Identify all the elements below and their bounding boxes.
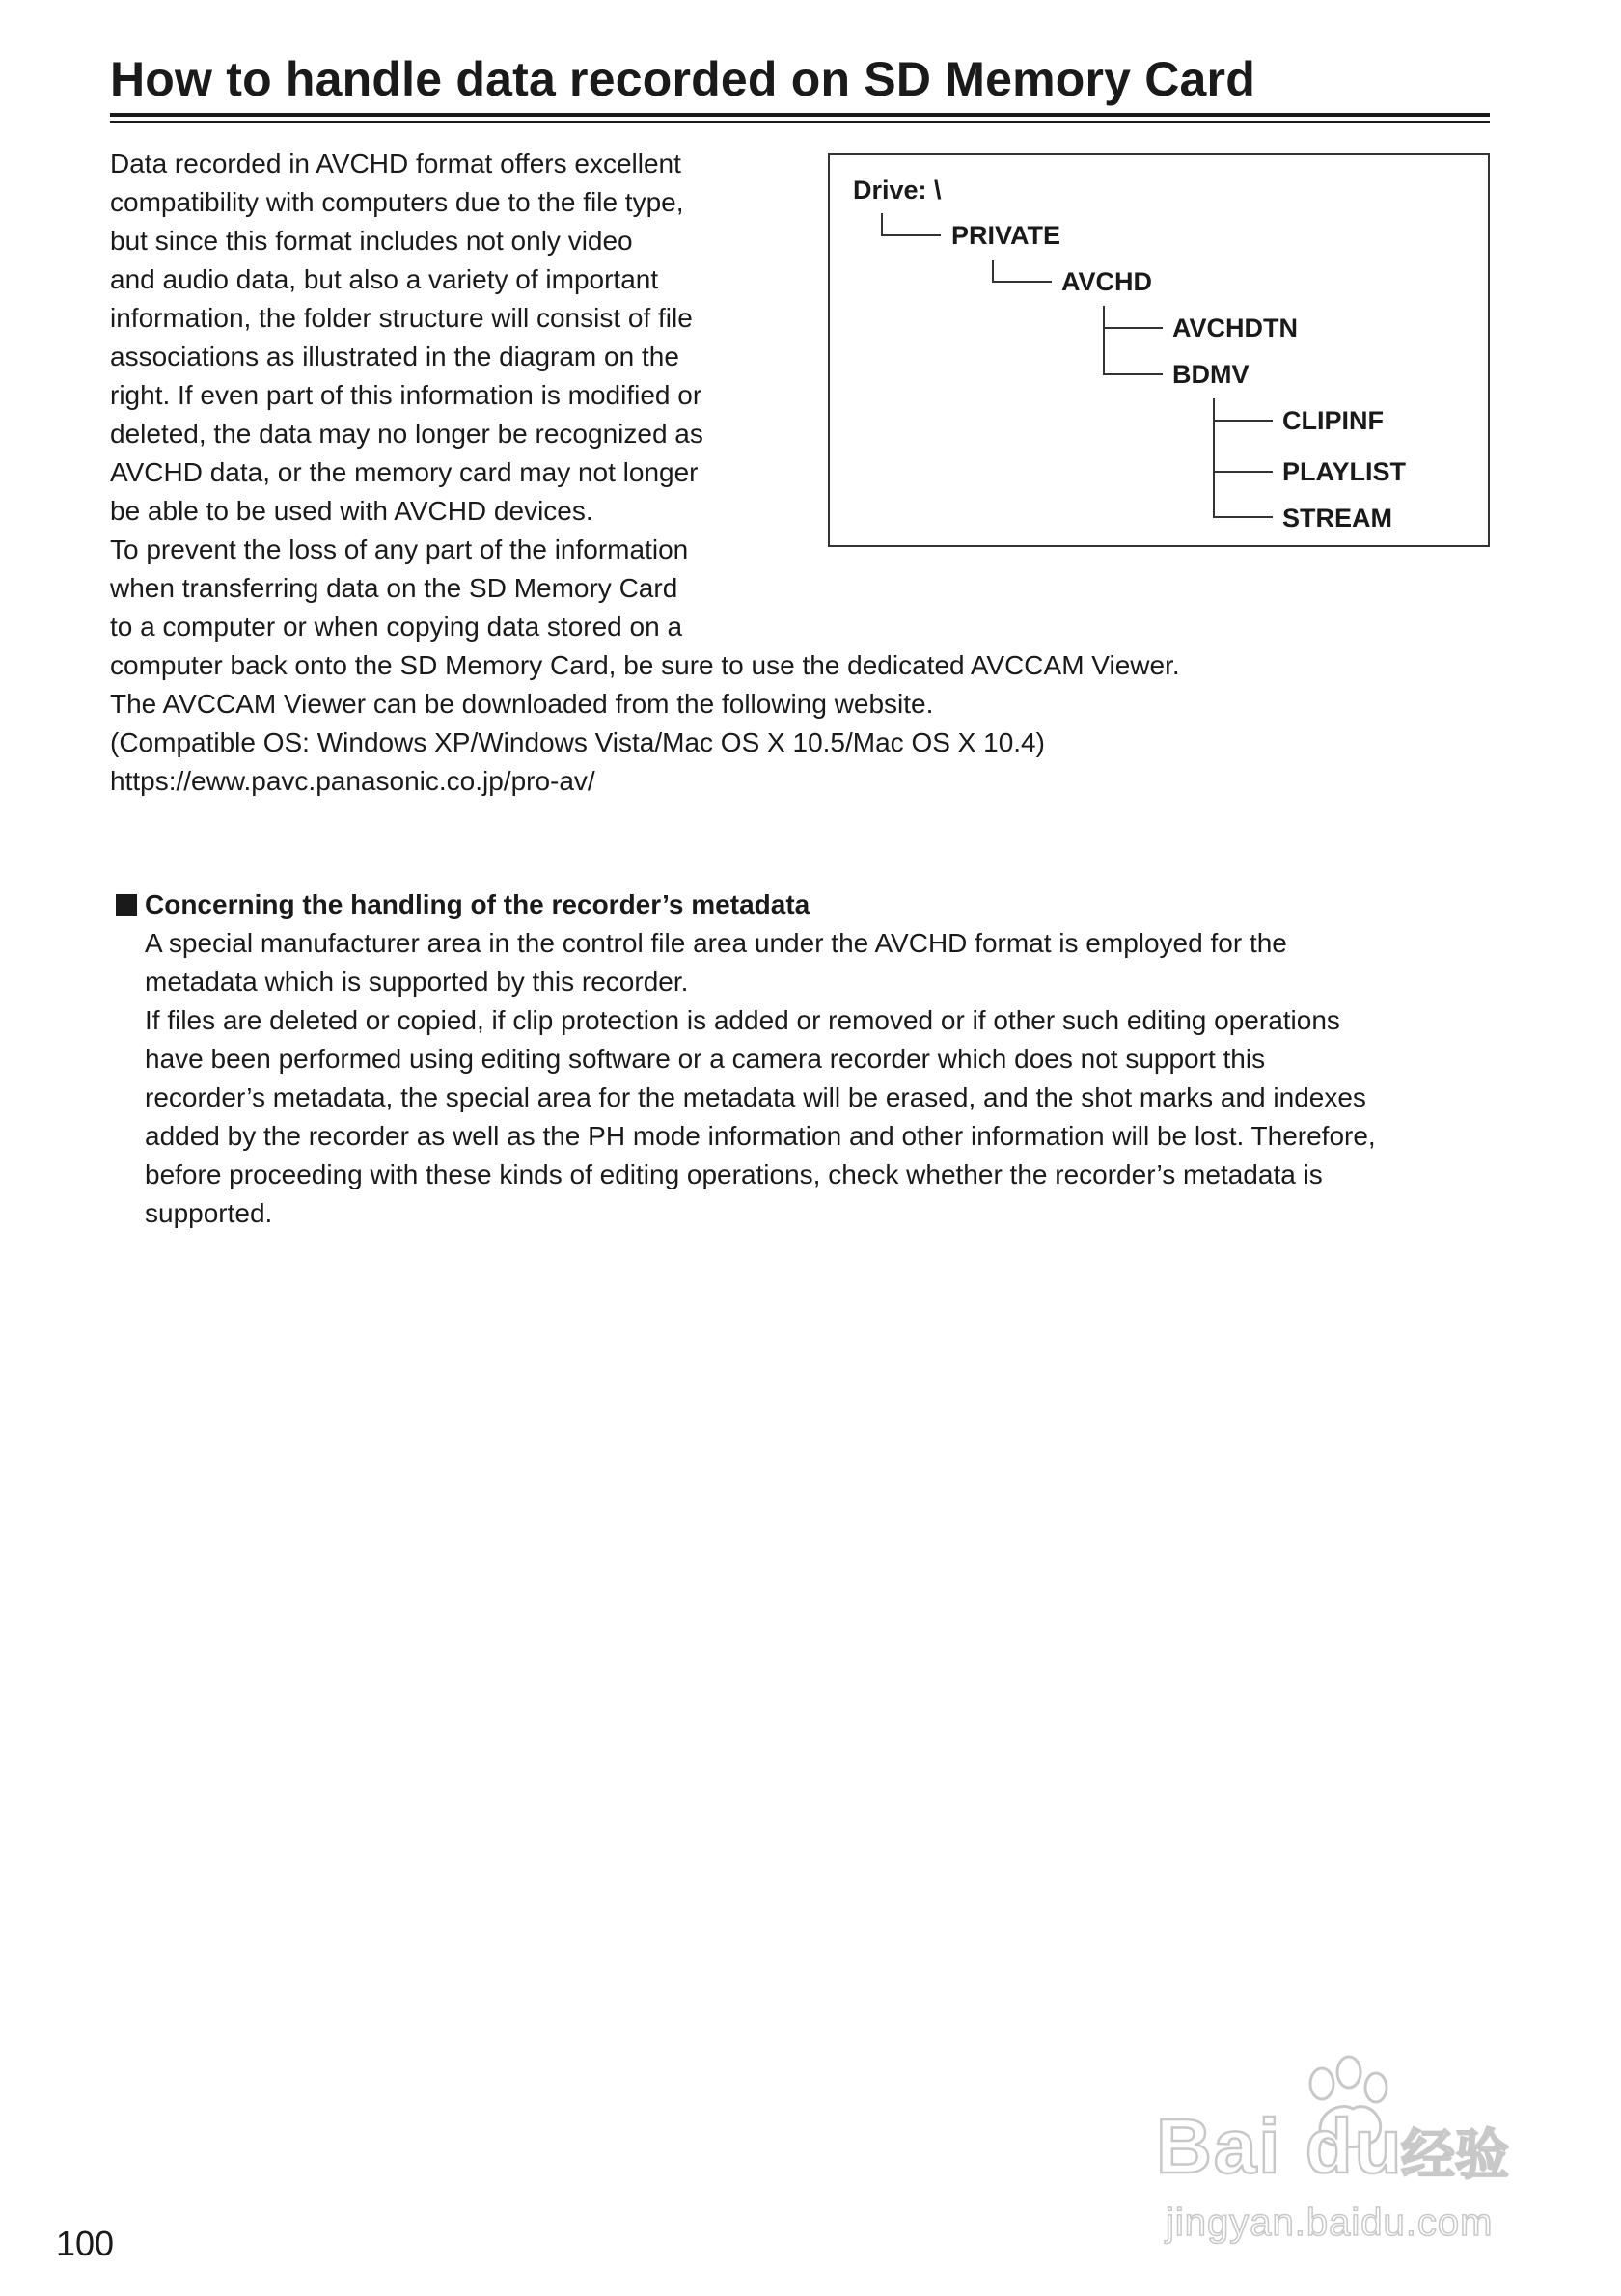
baidu-watermark: [1148, 2055, 1553, 2257]
intro-line: to a computer or when copying data stored on a: [110, 612, 683, 642]
intro-line: associations as illustrated in the diagram on the: [110, 342, 679, 371]
page-number: 100: [56, 2224, 115, 2263]
page-title: How to handle data recorded on SD Memory Card: [110, 52, 1255, 106]
tree-node-clipinf: CLIPINF: [1282, 406, 1384, 435]
section-line: have been performed using editing software or a camera recorder which does not support this: [145, 1044, 1266, 1074]
tree-node-private: PRIVATE: [951, 221, 1061, 250]
folder-tree-diagram: [828, 153, 1490, 547]
intro-line: AVCHD data, or the memory card may not longer: [110, 457, 699, 487]
title-rule-thick: [110, 113, 1490, 117]
section-heading: [116, 886, 1505, 924]
tree-node-playlist: PLAYLIST: [1282, 457, 1407, 486]
tree-node-avchd: AVCHD: [1061, 267, 1152, 296]
intro-line: Data recorded in AVCHD format offers excellent: [110, 149, 681, 178]
intro-line: be able to be used with AVCHD devices.: [110, 496, 593, 526]
intro-line: right. If even part of this information is modified or: [110, 380, 702, 410]
section-body: [116, 924, 1505, 1233]
intro-line: and audio data, but also a variety of important: [110, 264, 659, 294]
section-line: metadata which is supported by this recorder.: [145, 967, 689, 997]
watermark-brand-cn: 经验: [1401, 2124, 1509, 2185]
section-line: before proceeding with these kinds of editing operations, check whether the recorder’s metadata is: [145, 1160, 1323, 1189]
section-line: If files are deleted or copied, if clip protection is added or removed or if other such editing operations: [145, 1005, 1340, 1035]
intro-line: To prevent the loss of any part of the information: [110, 534, 689, 564]
tree-connector: [1103, 306, 1105, 375]
section-line: added by the recorder as well as the PH mode information and other information will be lost. Therefore,: [145, 1121, 1376, 1151]
title-rule-thin: [110, 121, 1490, 123]
intro-url: https://eww.pavc.panasonic.co.jp/pro-av/: [110, 766, 595, 796]
section-line: A special manufacturer area in the control file area under the AVCHD format is employed for the: [145, 928, 1287, 958]
tree-connector: [1213, 420, 1273, 422]
intro-line: information, the folder structure will consist of file: [110, 303, 693, 333]
square-bullet-icon: [116, 894, 137, 916]
tree-connector: [881, 213, 883, 236]
section-line: supported.: [145, 1198, 273, 1228]
tree-node-root: Drive: \: [853, 176, 942, 205]
tree-connector: [992, 281, 1052, 283]
tree-node-bdmv: BDMV: [1172, 360, 1250, 389]
section-line: recorder’s metadata, the special area for the metadata will be erased, and the shot marks and indexes: [145, 1082, 1366, 1112]
intro-line: The AVCCAM Viewer can be downloaded from the following website.: [110, 689, 934, 719]
tree-connector: [1213, 516, 1273, 518]
section-heading-text: Concerning the handling of the recorder’s metadata: [145, 889, 810, 919]
tree-connector: [1213, 398, 1215, 518]
intro-line: deleted, the data may no longer be recognized as: [110, 419, 703, 449]
intro-line: (Compatible OS: Windows XP/Windows Vista/Mac OS X 10.5/Mac OS X 10.4): [110, 727, 1045, 757]
tree-connector: [1213, 471, 1273, 473]
metadata-section: [116, 886, 1505, 1233]
intro-line: computer back onto the SD Memory Card, be sure to use the dedicated AVCCAM Viewer.: [110, 650, 1180, 680]
intro-line: but since this format includes not only video: [110, 226, 633, 256]
watermark-brand: Bai du: [1156, 2103, 1404, 2189]
tree-connector: [881, 234, 941, 236]
intro-line: when transferring data on the SD Memory Card: [110, 573, 678, 603]
watermark-url: jingyan.baidu.com: [1166, 2201, 1494, 2244]
tree-connector: [1103, 373, 1163, 375]
tree-node-avchdtn: AVCHDTN: [1172, 314, 1298, 342]
tree-node-stream: STREAM: [1282, 504, 1392, 533]
tree-connector: [1103, 327, 1163, 329]
tree-connector: [992, 260, 994, 283]
intro-line: compatibility with computers due to the file type,: [110, 187, 684, 217]
